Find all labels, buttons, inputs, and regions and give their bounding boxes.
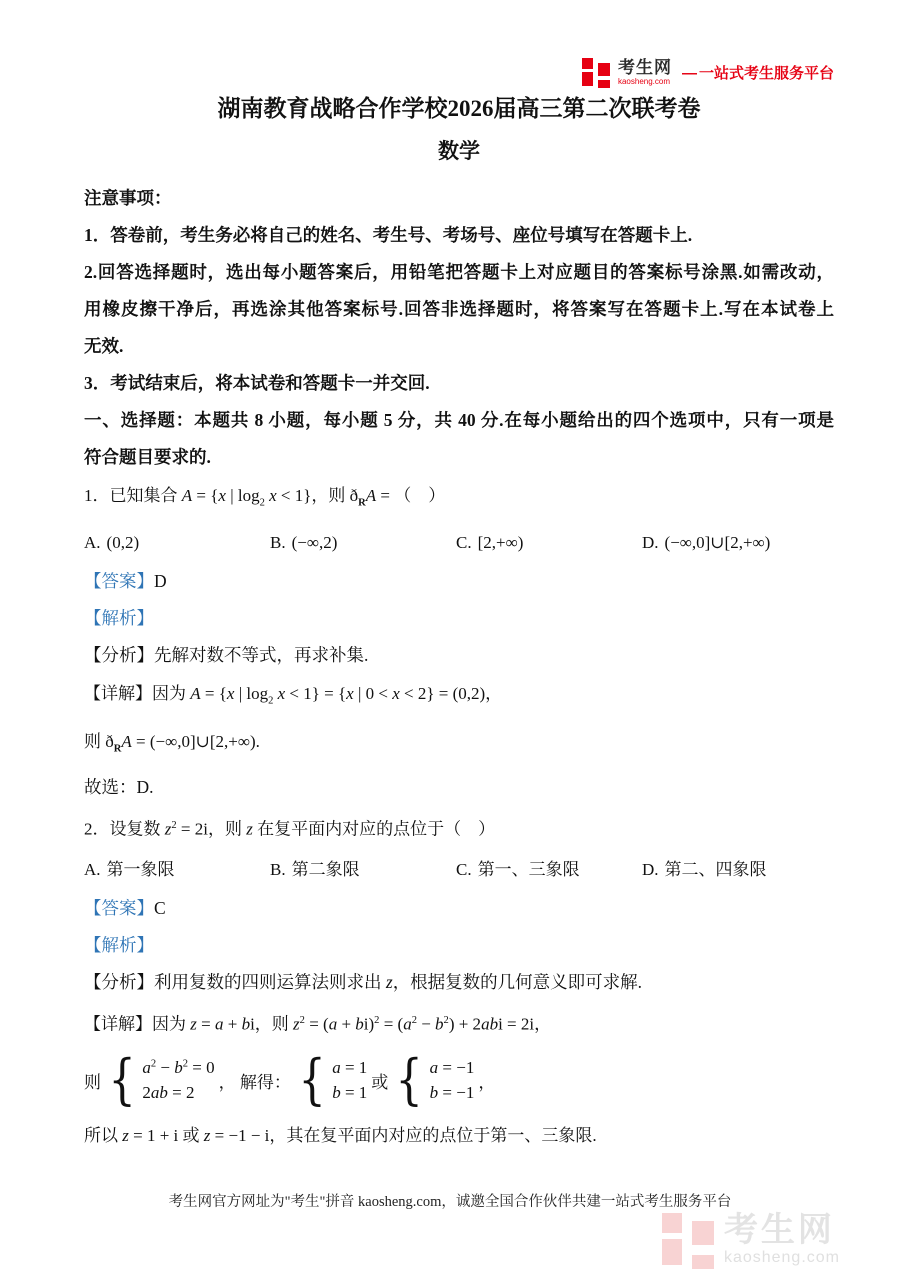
- left-brace: {: [298, 1048, 326, 1112]
- exam-subject: 数学: [438, 139, 480, 163]
- notice-item-2-line-3: 无效.: [84, 336, 124, 356]
- notice-heading: 注意事项：: [84, 188, 172, 208]
- brand-name: 考生网: [617, 57, 672, 77]
- q1-analysis: 【分析】先解对数不等式，再求补集.: [84, 645, 369, 666]
- q2-analysis: 【分析】利用复数的四则运算法则求出 z，根据复数的几何意义即可求解.: [84, 971, 643, 992]
- q2-stem: 2．设复数 $z^2 = 2i$，则 z 在复平面内对应的点位于（ ）: [84, 819, 496, 839]
- q1-options: [84, 523, 834, 563]
- kaosheng-logo-icon: [582, 57, 610, 87]
- notice-item-3: 3．考试结束后，将本试卷和答题卡一并交回.: [84, 373, 430, 393]
- q2-option-c: C. 第一、三象限: [456, 859, 580, 879]
- q2-detail-1: 【详解】因为 z = a + bi，则 $z^2 = (a + bi)^2 = (a^2 - b^2) + 2abi = 2i$，: [84, 1014, 552, 1034]
- q2-analysis-label: 【解析】: [84, 934, 154, 955]
- q2-final: 所以 z = 1 + i 或 z = −1 − i，其在复平面内对应的点位于第一、三象限.: [84, 1126, 597, 1146]
- watermark-domain: kaosheng.com: [723, 1248, 840, 1266]
- q1-analysis-label: 【解析】: [84, 608, 154, 629]
- q1-option-d: D. (−∞,0]∪[2,+∞): [642, 533, 771, 553]
- left-brace: {: [108, 1048, 136, 1112]
- q1-detail-2: 则 $ð_RA$ = (−∞,0]∪[2,+∞).: [84, 731, 260, 755]
- q1-stem: 1．已知集合 A = {x | $\log_2 x < 1$}，则 $ð_RA$ = （ ）: [84, 486, 446, 509]
- q1-answer-line: [84, 563, 834, 600]
- q2-option-d: D. 第二、四象限: [642, 859, 767, 879]
- q1-option-a: A. (0,2): [84, 533, 140, 553]
- notice-item-1: 1．答卷前，考生务必将自己的姓名、考生号、考场号、座位号填写在答题卡上.: [84, 225, 693, 245]
- q1-option-b: B. (−∞,2): [270, 533, 338, 553]
- q2-system-line: 则 { $a^2 - b^2 = 0$ 2ab = 2 ， 解得： { a = 1 b = 1 或 { a = −1 b = −1 ，: [84, 1048, 496, 1112]
- q2-option-b: B. 第二象限: [270, 859, 360, 879]
- brand-domain: kaosheng.com: [617, 76, 671, 86]
- q1-detail-1: 【详解】因为 A = {x | $\log_2 x < 1\} = \{x$ | 0 < x < 2} = (0,2)，: [84, 684, 503, 707]
- watermark: [662, 1211, 840, 1267]
- watermark-name: 考生网: [723, 1210, 835, 1249]
- footer-text: 考生网官方网址为"考生"拼音 kaosheng.com，诚邀全国合作伙伴共建一站式考生服务平台: [168, 1194, 732, 1210]
- q2-options: [84, 850, 834, 890]
- q2-answer-label: 【答案】: [84, 897, 154, 918]
- section-heading-line-2: 符合题目要求的.: [84, 447, 211, 467]
- left-brace: {: [395, 1048, 424, 1112]
- notice-item-2-line-1: 2.回答选择题时，选出每小题答案后，用铅笔把答题卡上对应题目的答案标号涂黑.如需改动，: [84, 262, 834, 282]
- brand-tagline: — 一站式考生服务平台: [682, 62, 834, 83]
- exam-title: 湖南教育战略合作学校2026届高三第二次联考卷: [217, 96, 701, 121]
- q1-conclusion: 故选：D.: [84, 777, 154, 798]
- header-logo: [582, 57, 834, 87]
- q2-answer-line: [84, 890, 834, 927]
- q1-option-c: C. [2,+∞): [456, 533, 524, 553]
- q2-system-1: { $a^2 - b^2 = 0$ 2ab = 2: [108, 1048, 215, 1112]
- q1-answer-label: 【答案】: [84, 571, 154, 592]
- q2-option-a: A. 第一象限: [84, 859, 175, 879]
- q1-answer-value: D: [154, 571, 167, 592]
- q2-system-3: { a = −1 b = −1: [395, 1048, 475, 1112]
- notice-item-2-line-2: 用橡皮擦干净后，再选涂其他答案标号.回答非选择题时，将答案写在答题卡上.写在本试卷上: [84, 299, 834, 319]
- q2-answer-value: C: [154, 897, 166, 918]
- q2-system-2: { a = 1 b = 1: [298, 1048, 368, 1112]
- kaosheng-watermark-icon: [662, 1211, 714, 1267]
- section-heading-line-1: 一、选择题：本题共 8 小题，每小题 5 分，共 40 分.在每小题给出的四个选项中，只有一项是: [84, 410, 834, 430]
